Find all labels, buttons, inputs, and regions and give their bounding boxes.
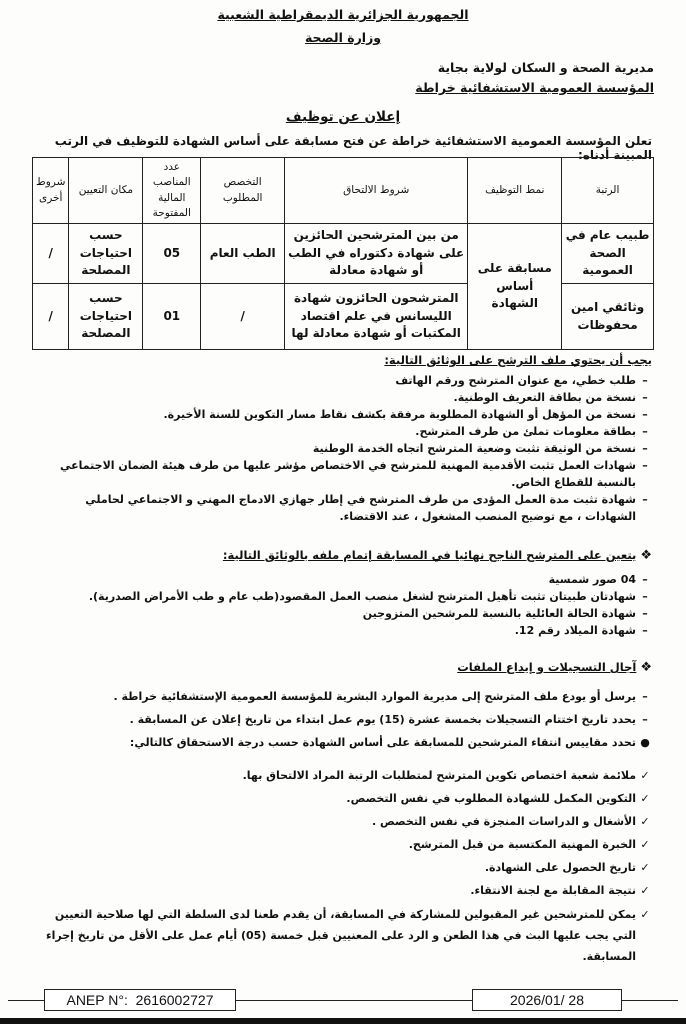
anep-label: ANEP N°: xyxy=(66,992,128,1008)
list-item: ● تحدد مقاييس انتقاء المترشحين للمسابقة على أساس الشهادة حسب درجة الاستحقاق كالتالي: xyxy=(40,734,652,751)
dash-bullet-icon: – xyxy=(642,624,648,638)
col-header-place: مكان التعيين xyxy=(69,158,143,224)
dash-bullet-icon: – xyxy=(642,408,648,422)
dash-bullet-icon: – xyxy=(642,493,648,507)
documents-section-title: يجب أن يحتوي ملف الترشح على الوثائق التالية: xyxy=(384,353,652,367)
col-header-conditions: شروط الالتحاق xyxy=(285,158,468,224)
cell-other: / xyxy=(33,284,69,350)
selection-criteria-list xyxy=(40,767,652,968)
table-header-row xyxy=(33,158,654,224)
deadlines-section-title: ❖آجال التسجيلات و إيداع الملفات xyxy=(457,660,652,675)
deadlines-list xyxy=(40,688,652,755)
list-item: – يرسل أو يودع ملف المترشح إلى مديرية الموارد البشرية للمؤسسة العمومية الإستشفائية خراطة . xyxy=(40,688,652,705)
cell-positions: 05 xyxy=(143,224,201,284)
list-item: ✓ التكوين المكمل للشهادة المطلوب في نفس التخصص. xyxy=(40,790,652,807)
cell-specialty: الطب العام xyxy=(201,224,285,284)
list-item: – بطاقة معلومات تملئ من طرف المترشح. xyxy=(40,423,652,440)
checkmark-icon: ✓ xyxy=(640,769,650,782)
cell-place: حسب احتياجات المصلحة xyxy=(69,284,143,350)
cell-grade: وثائقي امين محفوظات xyxy=(562,284,654,350)
list-item: – شهادتان طبيتان تثبت تأهيل المترشح لشغل منصب العمل المقصود(طب عام و طب الأمراض الصدرية). xyxy=(40,588,652,605)
checkmark-icon: ✓ xyxy=(640,861,650,875)
cell-specialty: / xyxy=(201,284,285,350)
list-item: ✓ ملائمة شعبة اختصاص تكوين المترشح لمتطلبات الرتبة المراد الالتحاق بها. xyxy=(40,767,652,784)
col-header-grade: الرتبة xyxy=(562,158,654,224)
cell-grade: طبيب عام في الصحة العمومية xyxy=(562,224,654,284)
dash-bullet-icon: – xyxy=(642,425,648,439)
bottom-edge-bar xyxy=(0,1018,686,1024)
dash-bullet-icon: – xyxy=(642,442,648,456)
announcement-title: إعلان عن توظيف xyxy=(285,109,401,125)
cell-conditions: المترشحون الحائزون شهادة الليسانس في علم اقتصاد المكتبات أو شهادة معادلة لها xyxy=(285,284,468,350)
list-item: ✓ الأشغال و الدراسات المنجزة في نفس التخصص . xyxy=(40,813,652,830)
dash-bullet-icon: – xyxy=(642,690,648,703)
dash-bullet-icon: – xyxy=(642,713,648,727)
final-docs-list xyxy=(40,571,652,639)
list-item: – شهادة الميلاد رقم 12. xyxy=(40,622,652,639)
dash-bullet-icon: – xyxy=(642,391,648,405)
checkmark-icon: ✓ xyxy=(640,792,650,806)
list-item: ✓ تاريخ الحصول على الشهادة. xyxy=(40,859,652,876)
cell-positions: 01 xyxy=(143,284,201,350)
list-item: – 04 صور شمسية xyxy=(40,571,652,588)
diamond-bullet-icon: ❖ xyxy=(640,660,652,675)
col-header-other: شروط أخرى xyxy=(33,158,69,224)
establishment-name: المؤسسة العمومية الاستشفائية خراطة xyxy=(415,80,654,95)
list-item: ✓ يمكن للمترشحين غير المقبولين للمشاركة في المسابقة، أن يقدم طعنا لدى السلطة التي لها صلاحية التعيين التي يجب عليها البث في هذا الطعن و الرد على المعنيين قبل خمسة (05) أيام عمل على الأقل من تاريخ إجراء المسابقة. xyxy=(40,905,652,968)
checkmark-icon: ✓ xyxy=(640,908,650,922)
list-item: ✓ الخبرة المهنية المكتسبة من قبل المترشح. xyxy=(40,836,652,853)
checkmark-icon: ✓ xyxy=(640,838,650,852)
dash-bullet-icon: – xyxy=(642,590,648,604)
cell-conditions: من بين المترشحين الحائزين على شهادة دكتوراه في الطب أو شهادة معادلة xyxy=(285,224,468,284)
cell-place: حسب احتياجات المصلحة xyxy=(69,224,143,284)
list-item: – نسخة من الوثيقة تثبت وضعية المترشح اتجاه الخدمة الوطنية xyxy=(40,440,652,457)
list-item: – شهادة الحالة العائلية بالنسبة للمرشحين المتزوجين xyxy=(40,605,652,622)
list-item: – طلب خطي، مع عنوان المترشح ورقم الهاتف xyxy=(40,372,652,389)
positions-table xyxy=(32,157,654,350)
diamond-bullet-icon: ❖ xyxy=(640,548,652,563)
dash-bullet-icon: – xyxy=(642,573,648,586)
anep-number-box xyxy=(44,989,236,1011)
list-item: – يحدد تاريخ اختتام التسجيلات بخمسة عشرة (15) يوم عمل ابتداء من تاريخ إعلان عن المسابقة . xyxy=(40,711,652,728)
directorate-name: مديرية الصحة و السكان لولاية بجاية xyxy=(437,60,654,75)
anep-number: 2616002727 xyxy=(135,992,214,1008)
cell-recruitment-mode: مسابقة على أساس الشهادة xyxy=(468,224,562,350)
list-item: – شهادات العمل تثبت الأقدمية المهنية للمترشح في الاختصاص مؤشر عليها من طرف هيئة الضمان الاجتماعي بالنسبة للقطاع الخاص. xyxy=(40,457,652,491)
dash-bullet-icon: – xyxy=(642,374,648,387)
final-docs-section-title: ❖يتعين على المترشح الناجح نهائيا في المسابقة إتمام ملفه بالوثائق التالية: xyxy=(222,548,652,563)
ministry-heading: وزارة الصحة xyxy=(304,30,382,45)
documents-list xyxy=(40,372,652,525)
announcement-intro: تعلن المؤسسة العمومية الاستشفائية خراطة عن فتح مسابقة على أساس الشهادة للتوظيف في الرتب المبينة أدناه: xyxy=(54,134,652,162)
dash-bullet-icon: – xyxy=(642,459,648,473)
col-header-positions: عدد المناصب المالية المفتوحة xyxy=(143,158,201,224)
dash-bullet-icon: – xyxy=(642,607,648,621)
table-row xyxy=(33,224,654,284)
col-header-specialty: التخصص المطلوب xyxy=(201,158,285,224)
list-item: – شهادة تثبت مدة العمل المؤدى من طرف المترشح في إطار جهازي الادماج المهني و الاجتماعي لحاملي الشهادات ، مع توضيح المنصب المشغول ، عند الاقتضاء. xyxy=(40,491,652,525)
cell-other: / xyxy=(33,224,69,284)
dot-bullet-icon: ● xyxy=(640,736,650,750)
list-item: ✓ نتيجة المقابلة مع لجنة الانتقاء. xyxy=(40,882,652,899)
col-header-mode: نمط التوظيف xyxy=(468,158,562,224)
checkmark-icon: ✓ xyxy=(640,884,650,898)
publication-date: 2026/01/ 28 xyxy=(510,992,584,1008)
list-item: – نسخة من بطاقة التعريف الوطنية. xyxy=(40,389,652,406)
checkmark-icon: ✓ xyxy=(640,815,650,829)
list-item: – نسخة من المؤهل أو الشهادة المطلوبة مرفقة بكشف نقاط مسار التكوين للسنة الأخيرة. xyxy=(40,406,652,423)
publication-date-box xyxy=(472,989,622,1011)
republic-heading: الجمهورية الجزائرية الديمقراطية الشعبية xyxy=(217,7,469,22)
